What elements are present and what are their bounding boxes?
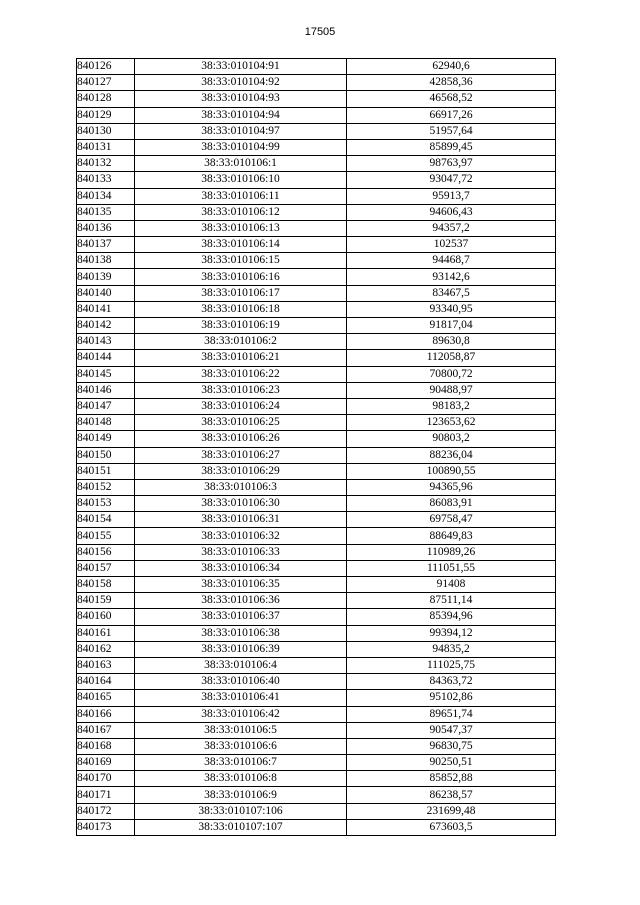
row-number-cell: 840141 — [77, 301, 135, 317]
value-cell: 86083,91 — [347, 496, 556, 512]
cadastral-number-cell: 38:33:010106:9 — [135, 787, 347, 803]
row-number-cell: 840159 — [77, 593, 135, 609]
cadastral-number-cell: 38:33:010106:18 — [135, 301, 347, 317]
cadastral-number-cell: 38:33:010106:2 — [135, 334, 347, 350]
table-row — [77, 366, 556, 382]
row-number-cell: 840145 — [77, 366, 135, 382]
value-cell: 673603,5 — [347, 819, 556, 835]
cadastral-number-cell: 38:33:010106:14 — [135, 237, 347, 253]
row-number-cell: 840163 — [77, 657, 135, 673]
table-row — [77, 123, 556, 139]
cadastral-number-cell: 38:33:010106:26 — [135, 431, 347, 447]
row-number-cell: 840151 — [77, 463, 135, 479]
cadastral-number-cell: 38:33:010106:42 — [135, 706, 347, 722]
value-cell: 94835,2 — [347, 641, 556, 657]
row-number-cell: 840129 — [77, 107, 135, 123]
value-cell: 99394,12 — [347, 625, 556, 641]
value-cell: 98183,2 — [347, 398, 556, 414]
value-cell: 95913,7 — [347, 188, 556, 204]
value-cell: 62940,6 — [347, 59, 556, 75]
cadastral-number-cell: 38:33:010106:32 — [135, 528, 347, 544]
value-cell: 83467,5 — [347, 285, 556, 301]
row-number-cell: 840140 — [77, 285, 135, 301]
value-cell: 90803,2 — [347, 431, 556, 447]
row-number-cell: 840152 — [77, 479, 135, 495]
cadastral-number-cell: 38:33:010106:1 — [135, 156, 347, 172]
row-number-cell: 840126 — [77, 59, 135, 75]
value-cell: 94365,96 — [347, 479, 556, 495]
value-cell: 91817,04 — [347, 318, 556, 334]
row-number-cell: 840172 — [77, 803, 135, 819]
cadastral-value-table — [76, 58, 556, 836]
value-cell: 90250,51 — [347, 755, 556, 771]
cadastral-number-cell: 38:33:010106:4 — [135, 657, 347, 673]
table-row — [77, 771, 556, 787]
value-cell: 69758,47 — [347, 512, 556, 528]
row-number-cell: 840165 — [77, 690, 135, 706]
row-number-cell: 840155 — [77, 528, 135, 544]
table-row — [77, 593, 556, 609]
table-row — [77, 139, 556, 155]
row-number-cell: 840167 — [77, 722, 135, 738]
row-number-cell: 840156 — [77, 544, 135, 560]
table-row — [77, 641, 556, 657]
value-cell: 88649,83 — [347, 528, 556, 544]
value-cell: 96830,75 — [347, 738, 556, 754]
cadastral-number-cell: 38:33:010106:7 — [135, 755, 347, 771]
row-number-cell: 840132 — [77, 156, 135, 172]
table-row — [77, 237, 556, 253]
table-row — [77, 318, 556, 334]
table-row — [77, 156, 556, 172]
row-number-cell: 840131 — [77, 139, 135, 155]
table-body — [77, 59, 556, 836]
cadastral-number-cell: 38:33:010106:35 — [135, 577, 347, 593]
table-row — [77, 625, 556, 641]
value-cell: 231699,48 — [347, 803, 556, 819]
value-cell: 93340,95 — [347, 301, 556, 317]
table-row — [77, 755, 556, 771]
cadastral-number-cell: 38:33:010106:34 — [135, 560, 347, 576]
table-row — [77, 560, 556, 576]
cadastral-number-cell: 38:33:010104:99 — [135, 139, 347, 155]
row-number-cell: 840160 — [77, 609, 135, 625]
value-cell: 91408 — [347, 577, 556, 593]
row-number-cell: 840153 — [77, 496, 135, 512]
row-number-cell: 840150 — [77, 447, 135, 463]
table-row — [77, 382, 556, 398]
value-cell: 110989,26 — [347, 544, 556, 560]
cadastral-number-cell: 38:33:010107:107 — [135, 819, 347, 835]
table-row — [77, 463, 556, 479]
row-number-cell: 840128 — [77, 91, 135, 107]
table-row — [77, 690, 556, 706]
page-number: 17505 — [304, 26, 336, 38]
table-row — [77, 819, 556, 835]
value-cell: 100890,55 — [347, 463, 556, 479]
table-row — [77, 544, 556, 560]
cadastral-number-cell: 38:33:010106:38 — [135, 625, 347, 641]
cadastral-number-cell: 38:33:010106:13 — [135, 220, 347, 236]
value-cell: 89651,74 — [347, 706, 556, 722]
value-cell: 87511,14 — [347, 593, 556, 609]
cadastral-number-cell: 38:33:010106:3 — [135, 479, 347, 495]
row-number-cell: 840130 — [77, 123, 135, 139]
table-row — [77, 334, 556, 350]
cadastral-number-cell: 38:33:010106:39 — [135, 641, 347, 657]
value-cell: 51957,64 — [347, 123, 556, 139]
table-row — [77, 253, 556, 269]
table-row — [77, 657, 556, 673]
cadastral-number-cell: 38:33:010106:36 — [135, 593, 347, 609]
table-row — [77, 479, 556, 495]
table-row — [77, 512, 556, 528]
cadastral-number-cell: 38:33:010104:92 — [135, 75, 347, 91]
table-row — [77, 528, 556, 544]
row-number-cell: 840157 — [77, 560, 135, 576]
cadastral-number-cell: 38:33:010106:21 — [135, 350, 347, 366]
table-row — [77, 447, 556, 463]
cadastral-number-cell: 38:33:010106:24 — [135, 398, 347, 414]
value-cell: 94468,7 — [347, 253, 556, 269]
value-cell: 66917,26 — [347, 107, 556, 123]
cadastral-number-cell: 38:33:010106:12 — [135, 204, 347, 220]
value-cell: 85899,45 — [347, 139, 556, 155]
table-row — [77, 172, 556, 188]
value-cell: 84363,72 — [347, 674, 556, 690]
cadastral-number-cell: 38:33:010106:27 — [135, 447, 347, 463]
table-row — [77, 577, 556, 593]
table-row — [77, 107, 556, 123]
row-number-cell: 840142 — [77, 318, 135, 334]
value-cell: 86238,57 — [347, 787, 556, 803]
row-number-cell: 840137 — [77, 237, 135, 253]
cadastral-number-cell: 38:33:010106:37 — [135, 609, 347, 625]
row-number-cell: 840158 — [77, 577, 135, 593]
cadastral-number-cell: 38:33:010106:10 — [135, 172, 347, 188]
row-number-cell: 840169 — [77, 755, 135, 771]
row-number-cell: 840171 — [77, 787, 135, 803]
cadastral-number-cell: 38:33:010104:91 — [135, 59, 347, 75]
row-number-cell: 840162 — [77, 641, 135, 657]
row-number-cell: 840135 — [77, 204, 135, 220]
table-row — [77, 301, 556, 317]
row-number-cell: 840134 — [77, 188, 135, 204]
cadastral-number-cell: 38:33:010106:5 — [135, 722, 347, 738]
row-number-cell: 840138 — [77, 253, 135, 269]
table-row — [77, 188, 556, 204]
table-row — [77, 269, 556, 285]
table-row — [77, 415, 556, 431]
value-cell: 46568,52 — [347, 91, 556, 107]
table-row — [77, 398, 556, 414]
value-cell: 90488,97 — [347, 382, 556, 398]
value-cell: 88236,04 — [347, 447, 556, 463]
value-cell: 111051,55 — [347, 560, 556, 576]
cadastral-number-cell: 38:33:010104:94 — [135, 107, 347, 123]
table-row — [77, 59, 556, 75]
value-cell: 70800,72 — [347, 366, 556, 382]
cadastral-number-cell: 38:33:010106:40 — [135, 674, 347, 690]
cadastral-number-cell: 38:33:010106:8 — [135, 771, 347, 787]
row-number-cell: 840143 — [77, 334, 135, 350]
table-row — [77, 496, 556, 512]
cadastral-number-cell: 38:33:010106:22 — [135, 366, 347, 382]
table-row — [77, 75, 556, 91]
value-cell: 98763,97 — [347, 156, 556, 172]
cadastral-number-cell: 38:33:010106:31 — [135, 512, 347, 528]
value-cell: 42858,36 — [347, 75, 556, 91]
row-number-cell: 840170 — [77, 771, 135, 787]
row-number-cell: 840168 — [77, 738, 135, 754]
value-cell: 123653,62 — [347, 415, 556, 431]
row-number-cell: 840161 — [77, 625, 135, 641]
table-row — [77, 91, 556, 107]
value-cell: 85852,88 — [347, 771, 556, 787]
cadastral-number-cell: 38:33:010106:33 — [135, 544, 347, 560]
value-cell: 111025,75 — [347, 657, 556, 673]
cadastral-number-cell: 38:33:010106:25 — [135, 415, 347, 431]
cadastral-number-cell: 38:33:010107:106 — [135, 803, 347, 819]
table-row — [77, 431, 556, 447]
row-number-cell: 840146 — [77, 382, 135, 398]
table-row — [77, 609, 556, 625]
table-row — [77, 738, 556, 754]
row-number-cell: 840139 — [77, 269, 135, 285]
row-number-cell: 840173 — [77, 819, 135, 835]
table-row — [77, 220, 556, 236]
table-row — [77, 674, 556, 690]
row-number-cell: 840149 — [77, 431, 135, 447]
row-number-cell: 840148 — [77, 415, 135, 431]
cadastral-number-cell: 38:33:010104:97 — [135, 123, 347, 139]
cadastral-number-cell: 38:33:010106:41 — [135, 690, 347, 706]
table-row — [77, 350, 556, 366]
row-number-cell: 840147 — [77, 398, 135, 414]
cadastral-number-cell: 38:33:010106:23 — [135, 382, 347, 398]
row-number-cell: 840133 — [77, 172, 135, 188]
value-cell: 93142,6 — [347, 269, 556, 285]
value-cell: 95102,86 — [347, 690, 556, 706]
value-cell: 85394,96 — [347, 609, 556, 625]
cadastral-number-cell: 38:33:010106:29 — [135, 463, 347, 479]
cadastral-number-cell: 38:33:010104:93 — [135, 91, 347, 107]
cadastral-number-cell: 38:33:010106:16 — [135, 269, 347, 285]
row-number-cell: 840144 — [77, 350, 135, 366]
row-number-cell: 840127 — [77, 75, 135, 91]
value-cell: 93047,72 — [347, 172, 556, 188]
row-number-cell: 840136 — [77, 220, 135, 236]
cadastral-number-cell: 38:33:010106:17 — [135, 285, 347, 301]
cadastral-number-cell: 38:33:010106:19 — [135, 318, 347, 334]
cadastral-number-cell: 38:33:010106:6 — [135, 738, 347, 754]
table-row — [77, 787, 556, 803]
row-number-cell: 840166 — [77, 706, 135, 722]
value-cell: 89630,8 — [347, 334, 556, 350]
table-row — [77, 803, 556, 819]
value-cell: 112058,87 — [347, 350, 556, 366]
value-cell: 90547,37 — [347, 722, 556, 738]
table-row — [77, 722, 556, 738]
value-cell: 94606,43 — [347, 204, 556, 220]
value-cell: 102537 — [347, 237, 556, 253]
cadastral-number-cell: 38:33:010106:30 — [135, 496, 347, 512]
table-row — [77, 706, 556, 722]
row-number-cell: 840164 — [77, 674, 135, 690]
cadastral-number-cell: 38:33:010106:15 — [135, 253, 347, 269]
cadastral-number-cell: 38:33:010106:11 — [135, 188, 347, 204]
table-row — [77, 204, 556, 220]
table-row — [77, 285, 556, 301]
value-cell: 94357,2 — [347, 220, 556, 236]
row-number-cell: 840154 — [77, 512, 135, 528]
